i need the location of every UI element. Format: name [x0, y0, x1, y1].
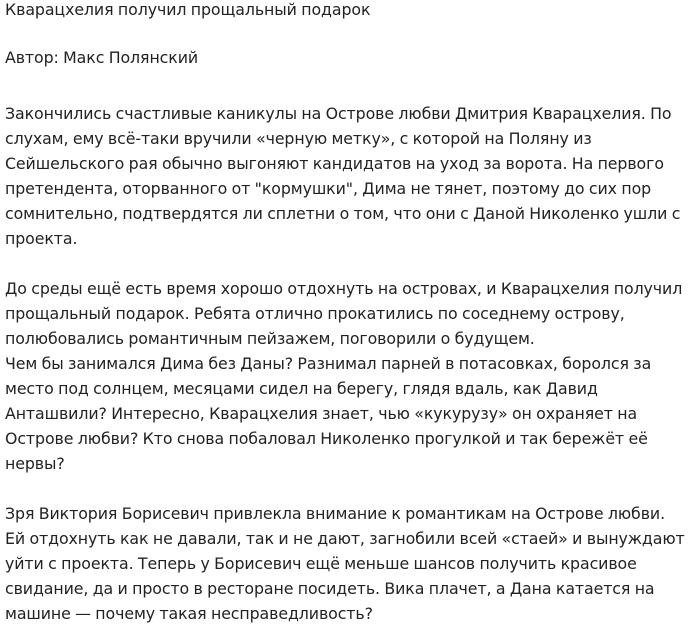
- text-line: место под солнцем, месяцами сидел на берегу, глядя вдаль, как Давид: [5, 379, 598, 398]
- text-line: сомнительно, подтвердятся ли сплетни о том, что они с Даной Николенко ушли с: [5, 204, 681, 223]
- text-line: слухам, ему всё-таки вручили «черную метку», с которой на Поляну из: [5, 129, 592, 148]
- text-line: проекта.: [5, 229, 78, 248]
- article-title: Кварацхелия получил прощальный подарок: [5, 0, 371, 19]
- text-line: Чем бы занимался Дима без Даны? Разнимал парней в потасовках, боролся за: [5, 354, 652, 373]
- text-line: прощальный подарок. Ребята отлично прокатились по соседнему острову,: [5, 304, 625, 323]
- text-line: уйти с проекта. Теперь у Борисевич ещё меньше шансов получить красивое: [5, 554, 637, 573]
- text-line: Острове любви? Кто снова побаловал Николенко прогулкой и так бережёт её: [5, 429, 648, 448]
- text-line: Ей отдохнуть как не давали, так и не дают, загнобили всей «стаей» и вынуждают: [5, 529, 685, 548]
- text-line: машине — почему такая несправедливость?: [5, 604, 373, 623]
- text-line: претендента, оторванного от "кормушки", Дима не тянет, поэтому до сих пор: [5, 179, 652, 198]
- text-line: полюбовались романтичным пейзажем, поговорили о будущем.: [5, 329, 535, 348]
- text-line: свидание, да и просто в ресторане посидеть. Вика плачет, а Дана катается на: [5, 579, 655, 598]
- article-author: Автор: Макс Полянский: [5, 48, 199, 67]
- text-line: Зря Виктория Борисевич привлекла внимание к романтикам на Острове любви.: [5, 504, 665, 523]
- text-line: нервы?: [5, 454, 65, 473]
- text-line: Анташвили? Интересно, Кварацхелия знает, чью «кукурузу» он охраняет на: [5, 404, 638, 423]
- text-line: Закончились счастливые каникулы на Острове любви Дмитрия Кварацхелия. По: [5, 104, 672, 123]
- text-line: Сейшельского рая обычно выгоняют кандидатов на уход за ворота. На первого: [5, 154, 664, 173]
- text-line: До среды ещё есть время хорошо отдохнуть на островах, и Кварацхелия получил: [5, 279, 683, 298]
